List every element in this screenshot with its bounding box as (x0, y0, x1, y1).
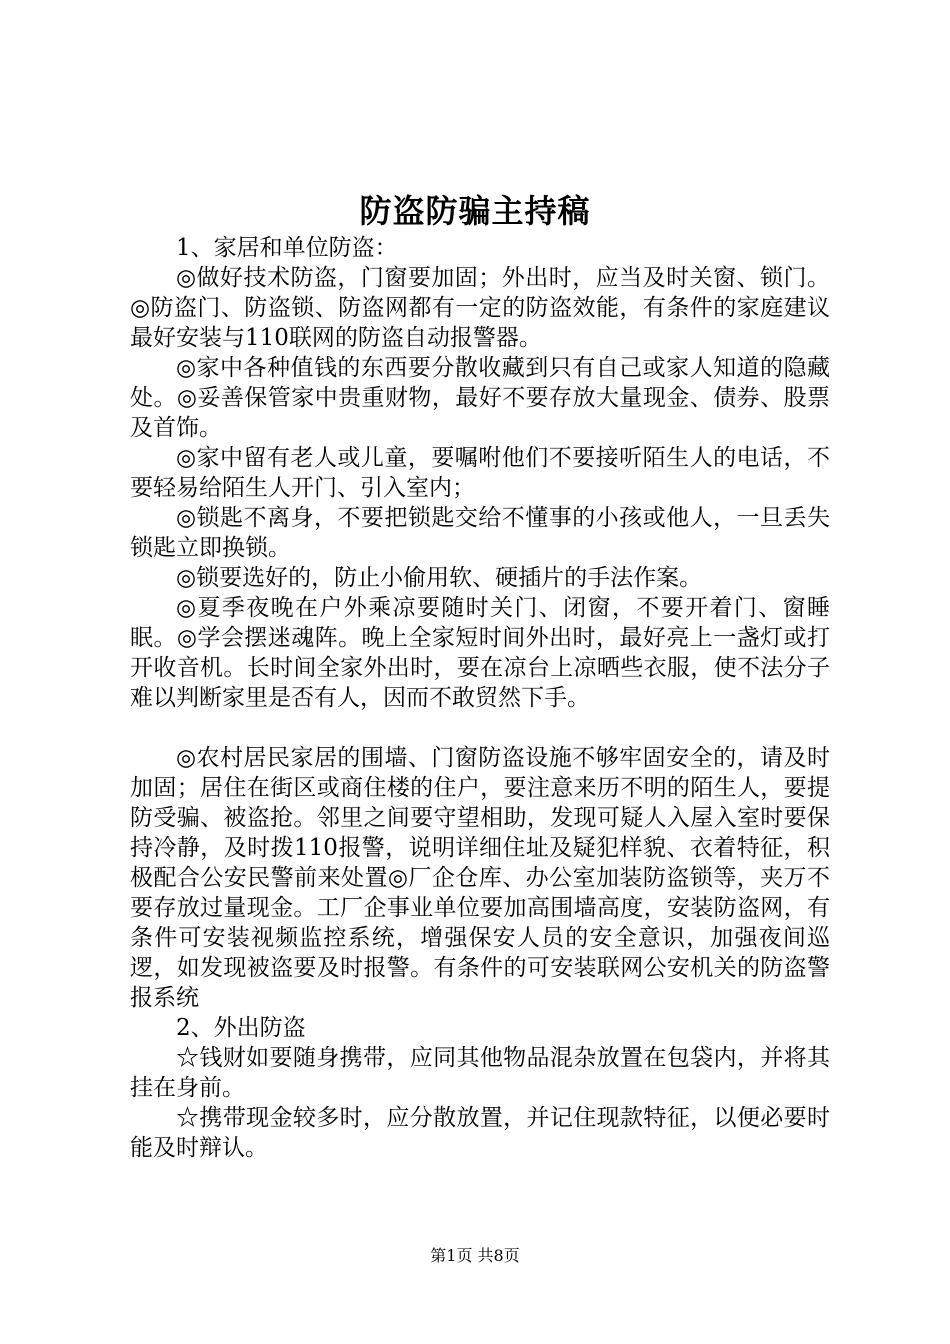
paragraph: ◎农村居民家居的围墙、门窗防盗设施不够牢固安全的，请及时加固；居住在街区或商住楼的住户，要注意来历不明的陌生人，要提防受骗、被盗抢。邻里之间要守望相助，发现可疑人入屋入室时要保持冷静，及时拨110报警，说明详细住址及疑犯样貌、衣着特征，积极配合公安民警前来处置◎厂企仓库、办公室加装防盗锁等，夹万不要存放过量现金。工厂企事业单位要加高围墙高度，安装防盗网，有条件可安装视频监控系统，增强保安人员的安全意识，加强夜间巡逻，如发现被盗要及时报警。有条件的可安装联网公安机关的防盗警报系统 (130, 745, 830, 1011)
paragraph: ◎做好技术防盗，门窗要加固；外出时，应当及时关窗、锁门。◎防盗门、防盗锁、防盗网都有一定的防盗效能，有条件的家庭建议最好安装与110联网的防盗自动报警器。 (130, 265, 830, 351)
document-title: 防盗防骗主持稿 (359, 192, 591, 230)
paragraph: ◎锁要选好的，防止小偷用软、硬插片的手法作案。 (176, 565, 703, 591)
paragraph: ◎家中留有老人或儿童，要嘱咐他们不要接听陌生人的电话，不要轻易给陌生人开门、引入室内； (130, 445, 830, 501)
paragraph: ☆携带现金较多时，应分散放置，并记住现款特征，以便必要时能及时辩认。 (130, 1105, 830, 1161)
section-heading-home: 1、家居和单位防盗： (176, 235, 398, 261)
paragraph-spacer (130, 713, 830, 743)
paragraph: ◎家中各种值钱的东西要分散收藏到只有自己或家人知道的隐藏处。◎妥善保管家中贵重财物，最好不要存放大量现金、债券、股票及首饰。 (130, 355, 830, 441)
document-body (130, 233, 830, 1163)
paragraph: ☆钱财如要随身携带，应同其他物品混杂放置在包袋内，并将其挂在身前。 (130, 1045, 830, 1101)
paragraph: ◎夏季夜晚在户外乘凉要随时关门、闭窗，不要开着门、窗睡眠。◎学会摆迷魂阵。晚上全家短时间外出时，最好亮上一盏灯或打开收音机。长时间全家外出时，要在凉台上凉晒些衣服，使不法分子难以判断家里是否有人，因而不敢贸然下手。 (130, 595, 830, 711)
page-number-footer: 第1页 共8页 (430, 1246, 520, 1265)
paragraph: ◎锁匙不离身，不要把锁匙交给不懂事的小孩或他人，一旦丢失锁匙立即换锁。 (130, 505, 830, 561)
section-heading-outside: 2、外出防盗 (176, 1015, 306, 1041)
